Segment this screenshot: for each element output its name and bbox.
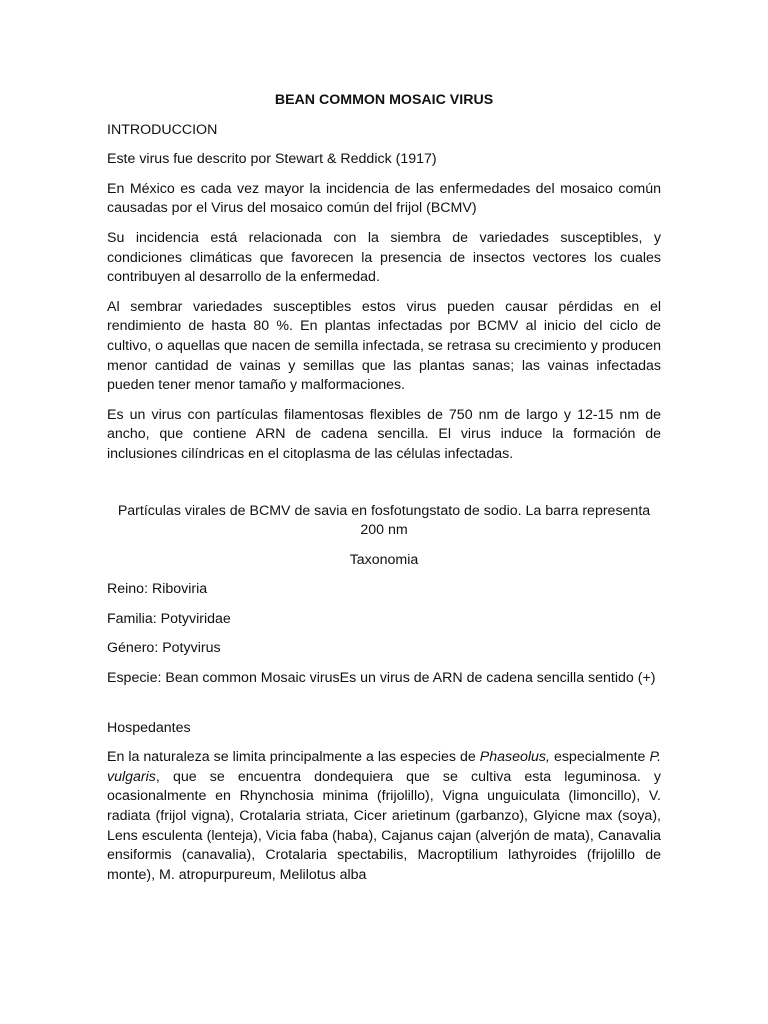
section-heading-taxonomy: Taxonomia	[349, 551, 419, 568]
section-heading-introduction: INTRODUCCION	[107, 121, 218, 138]
taxonomy-family: Familia: Potyviridae	[107, 610, 231, 627]
figure-caption: Partículas virales de BCMV de savia en fosfotungstato de sodio. La barra representa 200 nm	[117, 502, 651, 539]
document-body	[107, 91, 661, 895]
taxonomy-genus: Género: Potyvirus	[107, 640, 221, 657]
paragraph-yield-losses: Al sembrar variedades susceptibles estos virus pueden causar pérdidas en el rendimiento de hasta 80 %. En plantas infectadas por BCMV al inicio del ciclo de cultivo, o aquellas que nacen de semilla infectada, se retrasa su crecimiento y producen menor cantidad de vainas y semillas que las plantas sanas; las vainas infectadas pueden tener menor tamaño y malformaciones.	[107, 298, 661, 394]
hosts-text-part2: especialmente	[549, 749, 650, 766]
hosts-genus-italic: Phaseolus,	[479, 749, 550, 766]
paragraph-incidence-mexico: En México es cada vez mayor la incidencia de las enfermedades del mosaico común causadas por el Virus del mosaico común del frijol (BCMV)	[107, 180, 661, 217]
taxonomy-species: Especie: Bean common Mosaic virusEs un virus de ARN de cadena sencilla sentido (+)	[107, 670, 656, 687]
paragraph-hosts	[107, 748, 661, 885]
paragraph-incidence-factors: Su incidencia está relacionada con la siembra de variedades susceptibles, y condiciones climáticas que favorecen la presencia de insectos vectores los cuales contribuyen al desarrollo de la enfermedad.	[107, 229, 661, 286]
hosts-text-part3: , que se encuentra dondequiera que se cultiva esta leguminosa. y ocasionalmente en Rhynchosia minima (frijolillo), Vigna unguiculata (limoncillo), V. radiata (frijol vigna), Crotalaria striata, Cicer arietinum (garbanzo), Glyicne max (soya), Lens esculenta (lenteja), Vicia faba (haba), Cajanus cajan (alverjón de mata), Canavalia ensiformis (canavalia), Crotalaria spectabilis, Macroptilium lathyroides (frijolillo de monte), M. atropurpureum, Melilotus alba	[107, 768, 661, 883]
hosts-species-italic: P. vulgaris	[107, 749, 662, 785]
document-title: BEAN COMMON MOSAIC VIRUS	[274, 92, 494, 108]
hosts-text-part1: En la naturaleza se limita principalmente a las especies de	[107, 749, 480, 766]
section-heading-hosts: Hospedantes	[107, 719, 191, 736]
paragraph-virus-particles: Es un virus con partículas filamentosas flexibles de 750 nm de largo y 12-15 nm de ancho, que contiene ARN de cadena sencilla. El virus induce la formación de inclusiones cilíndricas en el citoplasma de las células infectadas.	[107, 406, 661, 462]
taxonomy-kingdom: Reino: Riboviria	[107, 581, 208, 598]
paragraph-description: Este virus fue descrito por Stewart & Reddick (1917)	[107, 151, 437, 168]
